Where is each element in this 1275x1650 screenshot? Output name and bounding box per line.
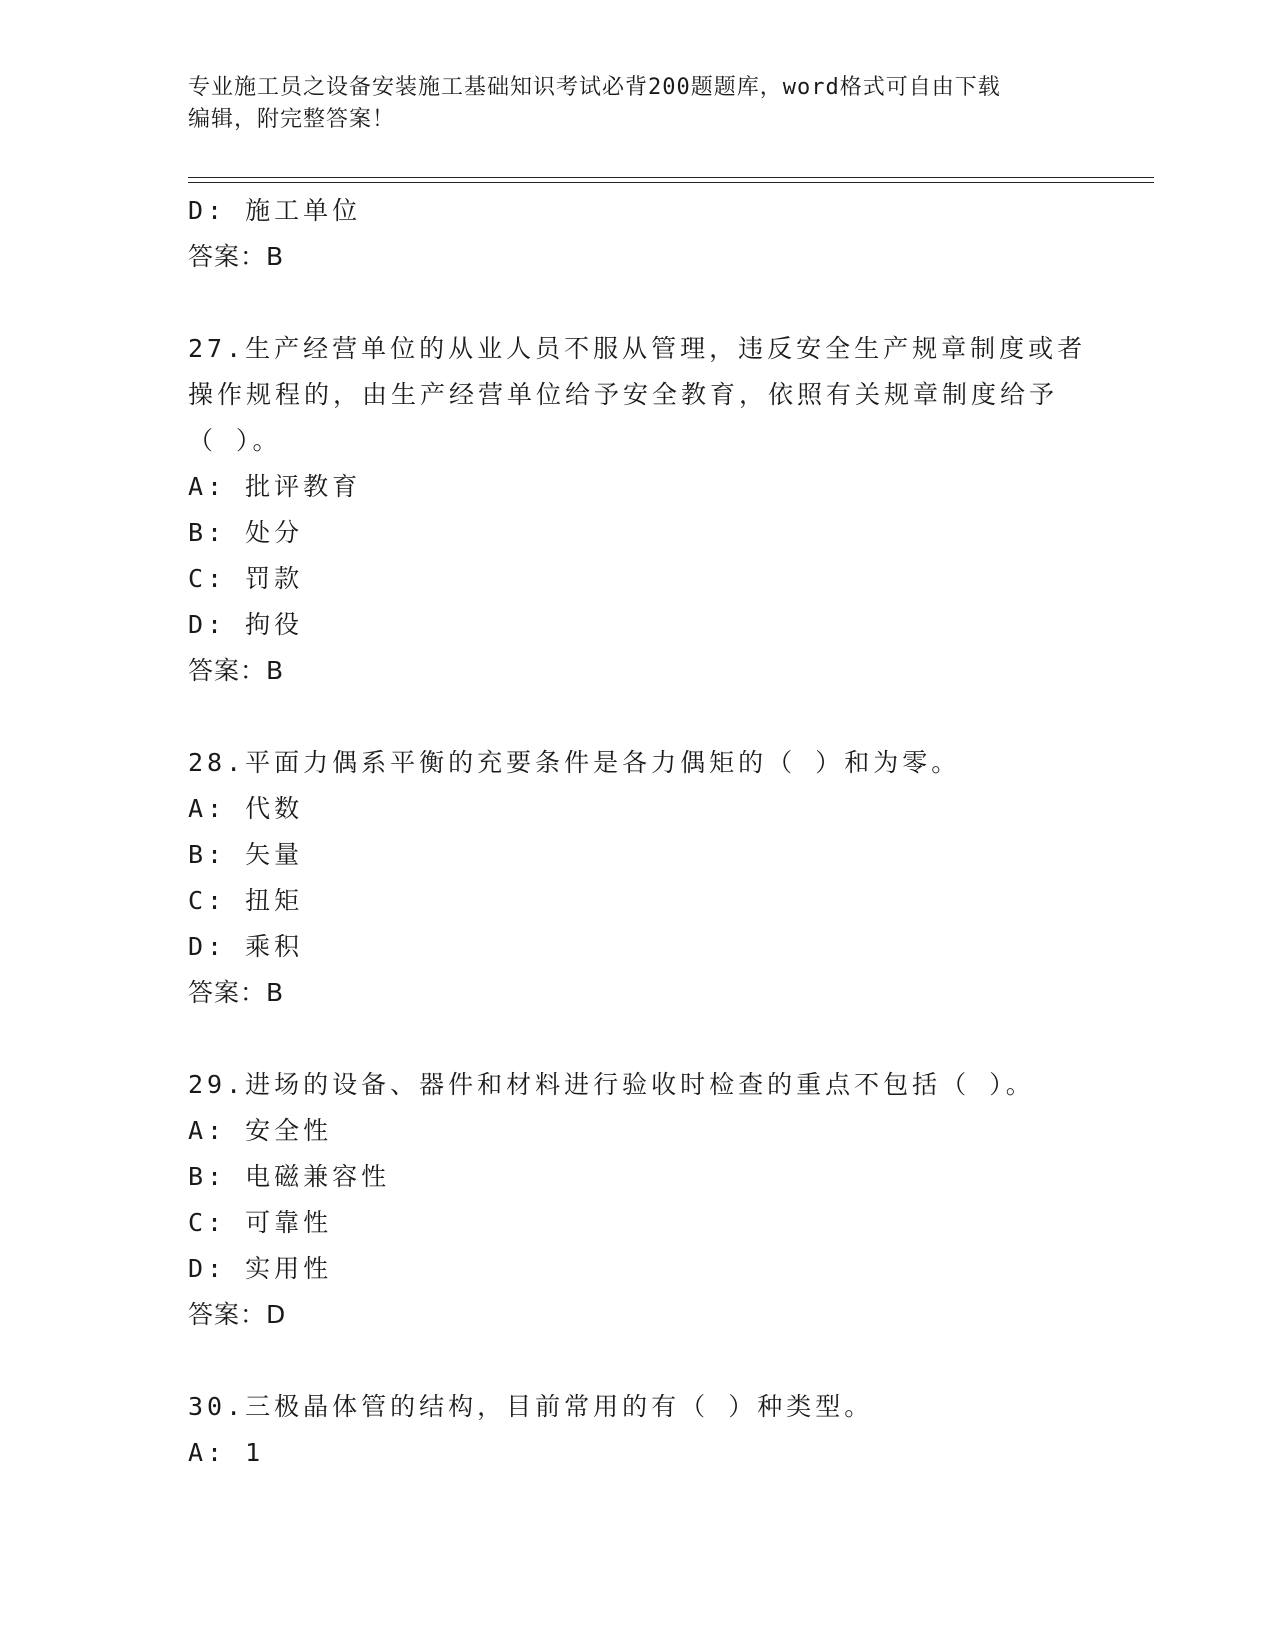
q27-answer: 答案：B bbox=[188, 656, 285, 685]
header-title-line-1: 专业施工员之设备安装施工基础知识考试必背200题题库，word格式可自由下载 bbox=[188, 75, 1001, 100]
spacer bbox=[188, 694, 1088, 740]
q29-option-c: C: 可靠性 bbox=[188, 1208, 333, 1237]
spacer bbox=[188, 1338, 1088, 1384]
q28-answer: 答案：B bbox=[188, 978, 285, 1007]
q29-question: 29.进场的设备、器件和材料进行验收时检查的重点不包括（ ）。 bbox=[188, 1070, 1035, 1099]
spacer bbox=[188, 280, 1088, 326]
q29-option-b: B: 电磁兼容性 bbox=[188, 1162, 391, 1191]
q30-option-a: A: 1 bbox=[188, 1438, 265, 1467]
q29-option-a: A: 安全性 bbox=[188, 1116, 333, 1145]
q29-answer: 答案：D bbox=[188, 1300, 287, 1329]
q27-question-line-1: 27.生产经营单位的从业人员不服从管理，违反安全生产规章制度或者 bbox=[188, 334, 1087, 363]
spacer bbox=[188, 1016, 1088, 1062]
q26-answer: 答案：B bbox=[188, 242, 285, 271]
question-content bbox=[188, 188, 1088, 1476]
q27-option-c: C: 罚款 bbox=[188, 564, 304, 593]
q27-option-a: A: 批评教育 bbox=[188, 472, 362, 501]
header-divider-top bbox=[188, 177, 1154, 178]
q28-option-b: B: 矢量 bbox=[188, 840, 304, 869]
q28-option-a: A: 代数 bbox=[188, 794, 304, 823]
q26-option-d: D: 施工单位 bbox=[188, 196, 362, 225]
page-header bbox=[188, 72, 1088, 136]
q28-option-c: C: 扭矩 bbox=[188, 886, 304, 915]
header-title-line-2: 编辑，附完整答案！ bbox=[188, 107, 396, 132]
q27-question-line-2: 操作规程的，由生产经营单位给予安全教育，依照有关规章制度给予 bbox=[188, 380, 1059, 409]
q27-question-line-3: （ ）。 bbox=[188, 426, 282, 455]
q28-option-d: D: 乘积 bbox=[188, 932, 304, 961]
q30-question: 30.三极晶体管的结构，目前常用的有（ ）种类型。 bbox=[188, 1392, 874, 1421]
q27-option-d: D: 拘役 bbox=[188, 610, 304, 639]
q29-option-d: D: 实用性 bbox=[188, 1254, 333, 1283]
q27-option-b: B: 处分 bbox=[188, 518, 304, 547]
q28-question: 28.平面力偶系平衡的充要条件是各力偶矩的（ ）和为零。 bbox=[188, 748, 961, 777]
header-divider-bottom bbox=[188, 182, 1154, 183]
